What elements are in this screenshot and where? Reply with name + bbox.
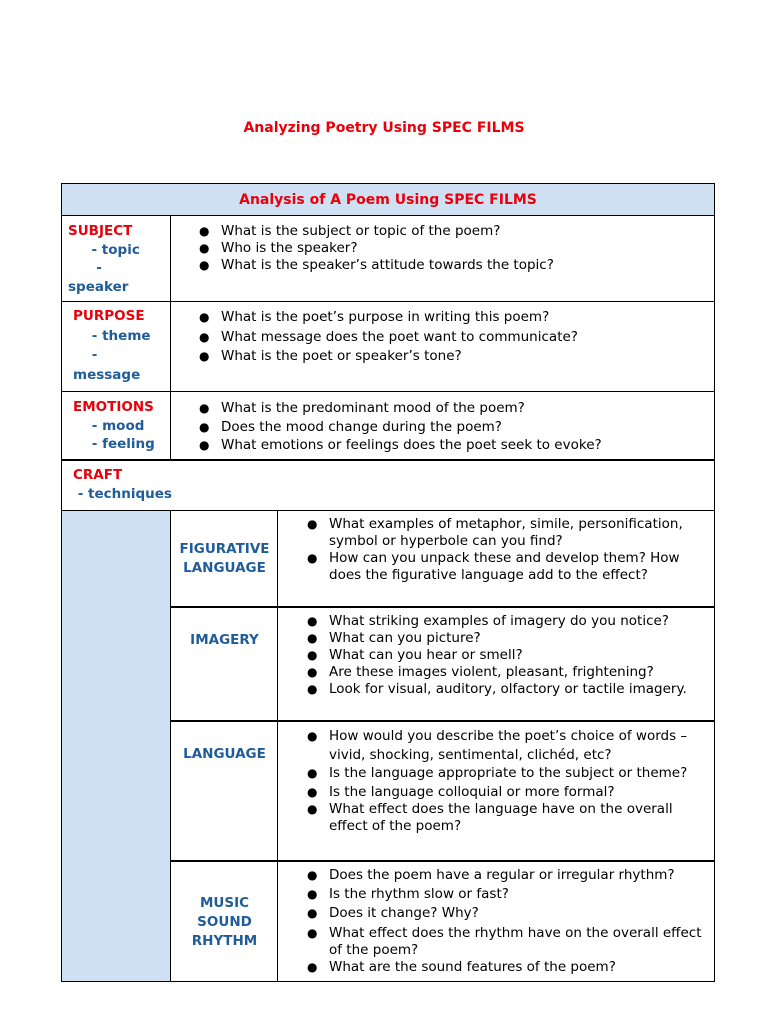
question-list xyxy=(199,223,709,274)
question-item: ● What message does the poet want to communicate? xyxy=(199,328,709,348)
question-list xyxy=(307,613,707,698)
category-craft xyxy=(73,466,172,503)
question-list xyxy=(307,867,707,976)
question-item: ● What effect does the rhythm have on the overall effect of the poem? xyxy=(307,925,707,959)
question-list xyxy=(307,727,707,835)
category-subject xyxy=(68,222,140,296)
craft-label-language: LANGUAGE xyxy=(183,745,266,762)
question-item: ● What striking examples of imagery do you notice? xyxy=(307,613,707,630)
question-item: ● What is the poet or speaker’s tone? xyxy=(199,347,709,367)
craft-left-column xyxy=(62,511,170,981)
question-item: ● Are these images violent, pleasant, frightening? xyxy=(307,664,707,681)
question-list xyxy=(307,516,707,584)
category-sub: speaker xyxy=(68,278,129,295)
category-name: EMOTIONS xyxy=(73,399,154,415)
category-sub: - xyxy=(68,260,102,276)
question-item: ● Does it change? Why? xyxy=(307,905,707,922)
category-sub: - theme xyxy=(73,327,151,344)
question-item: ● What is the subject or topic of the poem? xyxy=(199,223,709,240)
question-item: ● What can you hear or smell? xyxy=(307,647,707,664)
question-item: ● What emotions or feelings does the poet seek to evoke? xyxy=(199,436,709,455)
craft-label-figurative-language: FIGURATIVE LANGUAGE xyxy=(179,541,270,576)
question-item: ● Is the language appropriate to the subject or theme? xyxy=(307,764,707,783)
category-sub: - techniques xyxy=(73,485,172,502)
category-purpose xyxy=(73,307,151,385)
question-item: ● What examples of metaphor, simile, personification, symbol or hyperbole can you find? xyxy=(307,516,707,550)
question-list xyxy=(199,308,709,367)
category-name: PURPOSE xyxy=(73,308,145,324)
question-item: ● Who is the speaker? xyxy=(199,240,709,257)
category-name: CRAFT xyxy=(73,467,123,483)
category-name: SUBJECT xyxy=(68,223,133,239)
category-sub: - topic xyxy=(68,241,140,258)
question-item: ● What effect does the language have on the overall effect of the poem? xyxy=(307,801,707,835)
row-divider xyxy=(62,301,714,302)
category-sub: - mood xyxy=(73,417,145,434)
craft-label-imagery: IMAGERY xyxy=(190,631,259,648)
question-item: ● Does the poem have a regular or irregular rhythm? xyxy=(307,867,707,884)
column-divider xyxy=(170,216,171,460)
question-item: ● What is the predominant mood of the poem? xyxy=(199,399,709,418)
question-list xyxy=(199,399,709,455)
question-item: ● Does the mood change during the poem? xyxy=(199,418,709,437)
question-item: ● What are the sound features of the poem? xyxy=(307,959,707,976)
question-item: ● What is the poet’s purpose in writing this poem? xyxy=(199,308,709,328)
table-header: Analysis of A Poem Using SPEC FILMS xyxy=(62,184,714,216)
category-emotions xyxy=(73,398,155,454)
document-title: Analyzing Poetry Using SPEC FILMS xyxy=(243,120,525,136)
craft-label-music-sound-rhythm: MUSIC SOUND RHYTHM xyxy=(191,894,258,949)
category-sub: - feeling xyxy=(73,436,155,452)
row-divider xyxy=(62,391,714,392)
category-sub: - xyxy=(73,347,98,363)
question-item: ● How can you unpack these and develop them? How does the figurative language add to the effect? xyxy=(307,550,707,584)
row-divider xyxy=(62,510,714,511)
question-item: ● Look for visual, auditory, olfactory or tactile imagery. xyxy=(307,681,707,698)
question-item: ● What is the speaker’s attitude towards the topic? xyxy=(199,257,709,274)
question-item: ● Is the rhythm slow or fast? xyxy=(307,886,707,903)
row-divider xyxy=(62,459,714,461)
question-item: ● How would you describe the poet’s choice of words – vivid, shocking, sentimental, clichéd, etc? xyxy=(307,727,707,764)
question-item: ● What can you picture? xyxy=(307,630,707,647)
category-sub: message xyxy=(73,366,141,383)
spec-films-table xyxy=(61,183,715,982)
question-item: ● Is the language colloquial or more formal? xyxy=(307,783,707,802)
